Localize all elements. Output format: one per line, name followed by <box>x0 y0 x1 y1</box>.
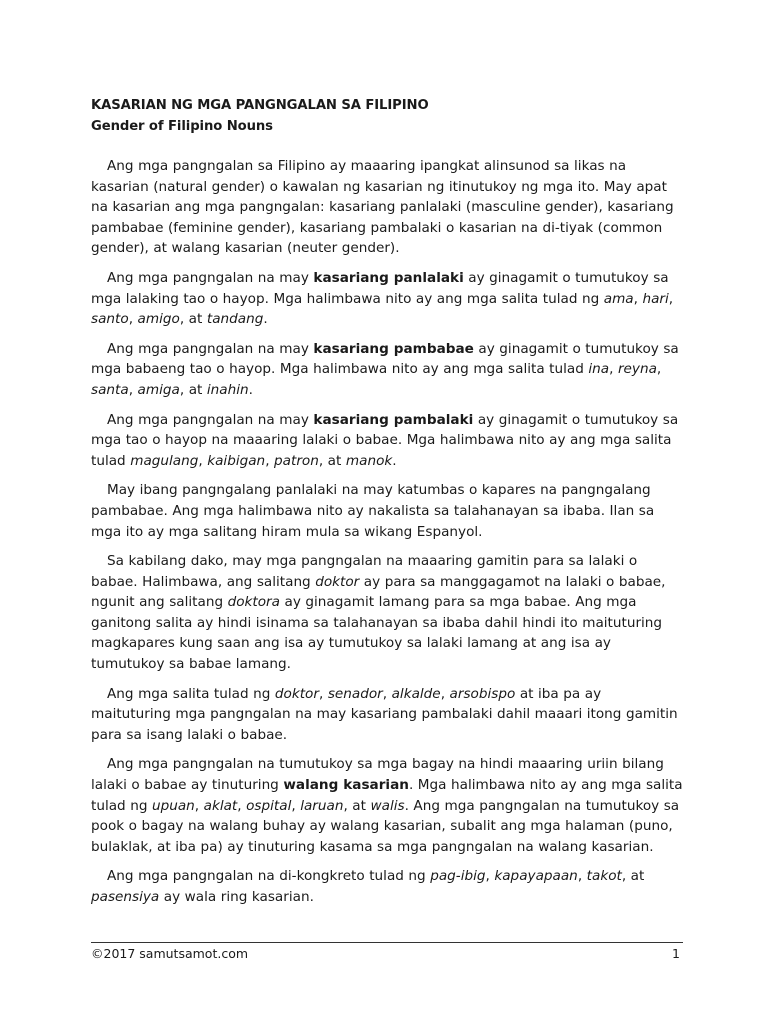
text-run: at iba pa ay maituturing mga pangngalan na may kasariang pambalaki dahil maaari itong gamitin para sa isang lalaki o babae. <box>91 685 678 743</box>
text-run: , <box>265 452 275 469</box>
paragraphs <box>91 156 683 908</box>
example-word: aklat <box>203 797 238 814</box>
document-body <box>91 95 683 917</box>
text-run: , <box>128 381 138 398</box>
example-word: takot <box>586 868 622 885</box>
example-word: walis <box>370 797 405 814</box>
text-run: , at <box>621 868 645 885</box>
text-run: ay ginagamit o tumutukoy sa mga lalaking tao o hayop. Mga halimbawa nito ay ang mga salita tulad ng <box>91 269 669 307</box>
document-title: KASARIAN NG MGA PANGNGALAN SA FILIPINO <box>91 98 429 113</box>
example-word: hari <box>642 290 669 307</box>
text-run: Sa kabilang dako, may mga pangngalan na maaaring gamitin para sa lalaki o babae. Halimbawa, ang salitang <box>91 553 638 590</box>
paragraph <box>91 156 683 259</box>
text-run: Ang mga salita tulad ng <box>107 685 275 702</box>
text-run: ay ginagamit o tumutukoy sa mga tao o hayop na maaaring lalaki o babae. Mga halimbawa nito ay ang mga salita tulad <box>91 411 679 469</box>
example-word: alkalde <box>391 685 441 702</box>
text-run: , <box>382 685 392 702</box>
text-run: , <box>318 685 328 702</box>
example-word: kapayapaan <box>494 868 578 885</box>
text-run: ay ginagamit o tumutukoy sa mga babaeng tao o hayop. Mga halimbawa nito ay ang mga salita tulad <box>91 340 679 378</box>
text-run: , <box>668 290 674 307</box>
example-word: reyna <box>617 361 657 378</box>
text-run: , <box>237 797 247 814</box>
text-run: , <box>609 361 618 378</box>
example-word: senador <box>327 685 383 702</box>
text-run: . Mga halimbawa nito ay ang mga salita tulad ng <box>91 777 683 814</box>
paragraph <box>91 684 683 746</box>
example-word: doktor <box>315 573 360 590</box>
text-run: , <box>485 868 495 885</box>
text-run: ay wala ring kasarian. <box>159 889 314 905</box>
example-word: kaibigan <box>207 452 266 469</box>
paragraph <box>91 866 683 907</box>
text-run: , at <box>179 311 207 328</box>
text-run: ay ginagamit lamang para sa mga babae. Ang mga ganitong salita ay hindi isinama sa talahanayan sa ibaba dahil hindi ito maituturing magkapares kung saan ang isa ay tumutukoy sa lalaki lamang at ang isa ay tumutukoy sa babae lamang. <box>91 594 663 673</box>
text-run: , <box>577 868 587 885</box>
paragraph <box>91 268 683 330</box>
page-number: 1 <box>672 946 680 961</box>
text-run: Ang mga pangngalan na may <box>107 411 314 428</box>
text-run: Ang mga pangngalan na may <box>107 340 314 357</box>
text-run: , at <box>179 381 207 398</box>
footer-copyright: ©2017 samutsamot.com <box>91 946 249 961</box>
text-run: , <box>656 361 662 378</box>
footer-divider <box>91 942 683 943</box>
example-word: pag-ibig <box>430 868 486 885</box>
text-run: . Ang mga pangngalan na tumutukoy sa pook o bagay na walang buhay ay walang kasarian, subalit ang mga halaman (puno, bulaklak, at iba pa) ay tinuturing kasama sa mga pangngalan na walang kasarian. <box>91 797 680 855</box>
text-run: Ang mga pangngalan na may <box>107 269 314 286</box>
paragraph <box>91 754 683 857</box>
bold-term: kasariang panlalaki <box>313 269 464 286</box>
paragraph <box>91 480 683 542</box>
text-run: , at <box>343 797 371 814</box>
text-run: . <box>392 452 397 469</box>
example-word: arsobispo <box>449 685 516 702</box>
example-word: doktora <box>227 594 280 611</box>
example-word: amigo <box>137 311 180 328</box>
text-run: , <box>440 685 450 702</box>
text-run: . <box>248 381 253 398</box>
example-word: tandang <box>206 311 264 328</box>
text-run: , <box>291 797 301 814</box>
example-word: upuan <box>151 797 195 814</box>
document-subtitle: Gender of Filipino Nouns <box>91 119 273 134</box>
example-word: ama <box>603 290 634 307</box>
example-word: santo <box>91 311 129 328</box>
text-run: , <box>128 311 138 328</box>
example-word: santa <box>91 381 129 398</box>
example-word: manok <box>345 452 393 469</box>
text-run: Ang mga pangngalan na tumutukoy sa mga bagay na hindi maaaring uriin bilang lalaki o babae ay tinuturing <box>91 756 664 794</box>
paragraph <box>91 551 683 675</box>
bold-term: kasariang pambabae <box>313 340 474 357</box>
example-word: laruan <box>300 797 344 814</box>
text-run: , <box>194 797 204 814</box>
text-run: , <box>198 452 208 469</box>
bold-term: kasariang pambalaki <box>313 411 474 428</box>
example-word: inahin <box>206 381 249 398</box>
example-word: magulang <box>130 452 199 469</box>
example-word: ina <box>588 361 610 378</box>
example-word: pasensiya <box>91 889 160 905</box>
paragraph <box>91 410 683 472</box>
text-run: Ang mga pangngalan sa Filipino ay maaaring ipangkat alinsunod sa likas na kasarian (natural gender) o kawalan ng kasarian ng itinutukoy ng mga ito. May apat na kasarian ang mga pangngalan: kasariang panlalaki (masculine gender), kasariang pambabae (feminine gender), kasariang pambalaki o kasarian na di-tiyak (common gender), at walang kasarian (neuter gender). <box>91 158 674 257</box>
paragraph <box>91 339 683 401</box>
example-word: ospital <box>246 797 292 814</box>
example-word: patron <box>274 452 319 469</box>
example-word: doktor <box>274 685 319 702</box>
text-run: . <box>263 311 268 328</box>
text-run: , at <box>318 452 346 469</box>
text-run: ay para sa manggagamot na lalaki o babae, ngunit ang salitang <box>91 573 666 611</box>
text-run: May ibang pangngalang panlalaki na may katumbas o kapares na pangngalang pambabae. Ang mga halimbawa nito ay nakalista sa talahanayan sa ibaba. Ilan sa mga ito ay mga salitang hiram mula sa wikang Espanyol. <box>91 482 655 540</box>
bold-term: walang kasarian <box>283 777 409 794</box>
text-run: , <box>633 290 643 307</box>
example-word: amiga <box>137 381 180 398</box>
text-run: Ang mga pangngalan na di-kongkreto tulad ng <box>107 868 431 885</box>
